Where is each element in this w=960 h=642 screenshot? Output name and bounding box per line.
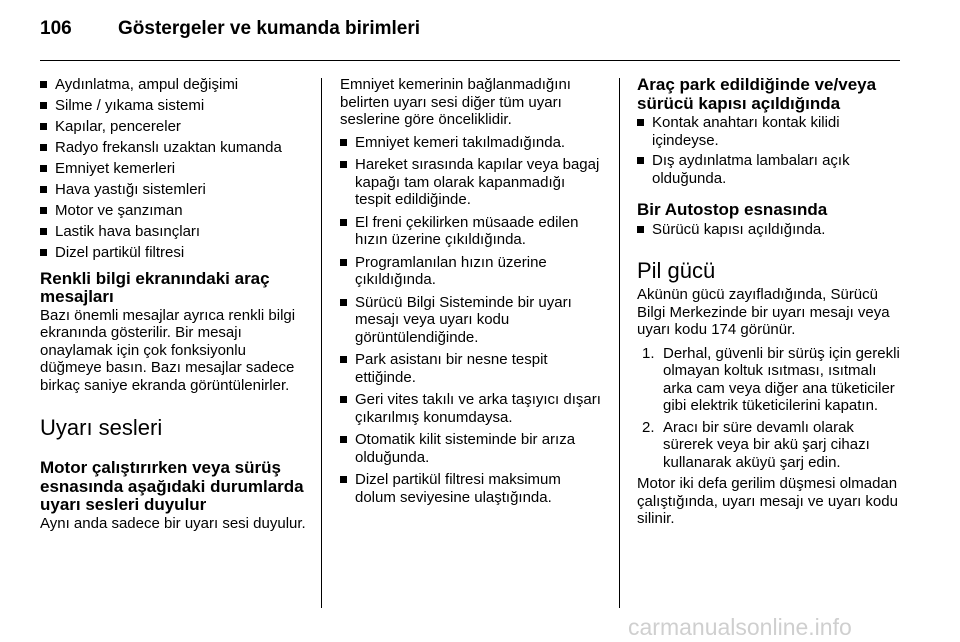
list-item: Programlanılan hızın üzerine çıkıldığında. — [340, 254, 605, 289]
list-item: Sürücü Bilgi Sisteminde bir uyarı mesajı veya uyarı kodu görüntülendiğinde. — [340, 294, 605, 347]
list-item: Hava yastığı sistemleri — [40, 181, 308, 199]
list-item: Motor ve şanzıman — [40, 202, 308, 220]
list-item: Emniyet kemeri takılmadığında. — [340, 134, 605, 152]
column-1 — [40, 76, 308, 532]
autostop-list — [637, 221, 905, 239]
list-item: Aydınlatma, ampul değişimi — [40, 76, 308, 94]
header-rule — [40, 60, 900, 61]
list-item: Otomatik kilit sisteminde bir arıza olduğunda. — [340, 431, 605, 466]
list-item: Radyo frekanslı uzaktan kumanda — [40, 139, 308, 157]
page-number: 106 — [40, 18, 72, 39]
battery-text: Akünün gücü zayıfladığında, Sürücü Bilgi Merkezinde bir uyarı mesajı veya uyarı kodu 174 görünür. — [637, 286, 890, 338]
list-item: Geri vites takılı ve arka taşıyıcı dışarı çıkarılmış konumdaysa. — [340, 391, 605, 426]
step-text: Derhal, güvenli bir sürüş için gerekli olmayan koltuk ısıtması, ısıtmalı arka cam veya diğer ana tüketiciler gibi elektrik tüketicilerini kapatın. — [663, 344, 900, 414]
step-number: 1. — [642, 344, 655, 362]
list-item: Sürücü kapısı açıldığında. — [637, 221, 905, 239]
column-3 — [637, 76, 905, 528]
battery-steps — [637, 345, 905, 472]
list-item: Kapılar, pencereler — [40, 118, 308, 136]
list-item: Lastik hava basınçları — [40, 223, 308, 241]
watermark: carmanualsonline.info — [628, 614, 852, 640]
warning-sounds-heading: Uyarı sesleri — [40, 415, 163, 440]
battery-heading: Pil gücü — [637, 258, 716, 283]
battery-footer-text: Motor iki defa gerilim düşmesi olmadan çalıştığında, uyarı mesajı ve uyarı kodu silinir. — [637, 475, 898, 527]
list-item: Dizel partikül filtresi maksimum dolum seviyesine ulaştığında. — [340, 471, 605, 506]
column-divider-1 — [321, 78, 322, 608]
engine-running-heading: Motor çalıştırırken veya sürüş esnasında aşağıdaki durumlarda uyarı sesleri duyulur — [40, 458, 304, 514]
page-title: Göstergeler ve kumanda birimleri — [118, 18, 421, 39]
color-display-heading: Renkli bilgi ekranındaki araç mesajları — [40, 268, 270, 306]
list-item: Emniyet kemerleri — [40, 160, 308, 178]
list-item: Park asistanı bir nesne tespit ettiğinde. — [340, 351, 605, 386]
list-item: Dizel partikül filtresi — [40, 244, 308, 262]
column-divider-2 — [619, 78, 620, 608]
step-number: 2. — [642, 418, 655, 436]
autostop-heading: Bir Autostop esnasında — [637, 200, 828, 219]
list-item: Silme / yıkama sistemi — [40, 97, 308, 115]
parked-list — [637, 114, 905, 187]
list-item: Kontak anahtarı kontak kilidi içindeyse. — [637, 114, 905, 149]
step-text: Aracı bir süre devamlı olarak sürerek veya bir akü şarj cihazı kullanarak aküyü şarj edin. — [663, 418, 870, 471]
list-item: Dış aydınlatma lambaları açık olduğunda. — [637, 152, 905, 187]
column-2 — [340, 76, 605, 506]
topic-list — [40, 76, 308, 262]
seatbelt-priority-text: Emniyet kemerinin bağlanmadığını belirten uyarı sesi diğer tüm uyarı seslerine göre önceliklidir. — [340, 76, 571, 128]
list-item — [637, 419, 905, 472]
list-item: Hareket sırasında kapılar veya bagaj kapağı tam olarak kapanmadığı tespit edildiğinde. — [340, 156, 605, 209]
list-item: El freni çekilirken müsaade edilen hızın üzerine çıkıldığında. — [340, 214, 605, 249]
parked-heading: Araç park edildiğinde ve/veya sürücü kapısı açıldığında — [637, 75, 877, 113]
warning-conditions-list — [340, 134, 605, 507]
color-display-text: Bazı önemli mesajlar ayrıca renkli bilgi ekranında gösterilir. Bir mesajı onaylamak için çok fonksiyonlu düğmeye basın. Bazı mesajlar sadece birkaç saniye ekranda görüntülenirler. — [40, 306, 296, 394]
list-item — [637, 345, 905, 415]
engine-running-text: Aynı anda sadece bir uyarı sesi duyulur. — [40, 514, 306, 532]
